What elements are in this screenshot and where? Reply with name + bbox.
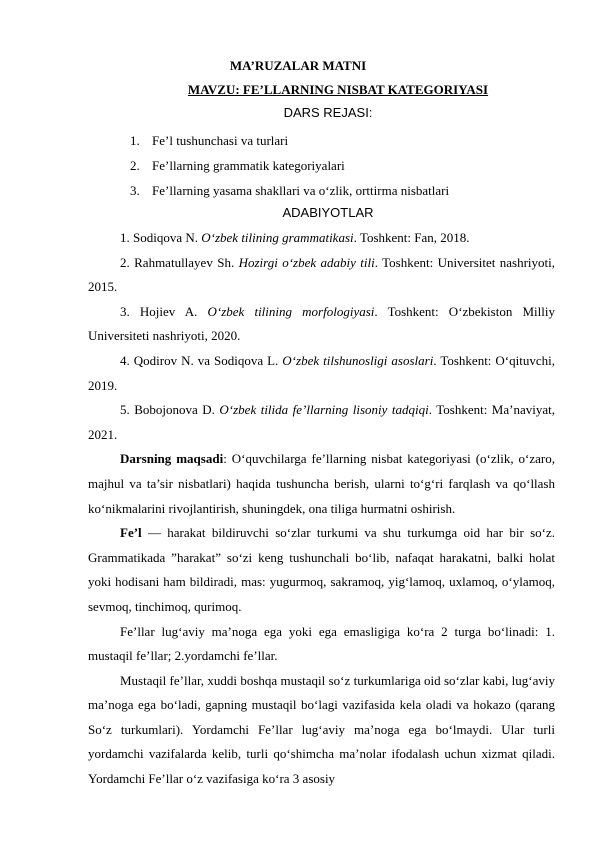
body-text [88,226,555,792]
literature-heading: ADABIYOTLAR [282,205,374,220]
literature-title: Hozirgi o‘zbek adabiy tili [238,254,375,270]
plan-item-number: 2. [130,158,140,173]
plan-item [130,178,449,203]
literature-publisher: . Toshkent: O‘zbekiston Milliy Universiteti nashriyoti, 2020. [88,303,555,344]
literature-publisher: . Toshkent: Universitet nashriyoti, 2015. [88,254,555,295]
goal-paragraph [88,447,555,521]
verb-definition-paragraph [88,521,555,619]
goal-label: Darsning maqsadi [120,451,224,467]
literature-publisher: . Toshkent: Ma’naviyat, 2021. [88,402,555,442]
literature-publisher: . Toshkent: Fan, 2018. [353,230,470,245]
literature-author: 1. Sodiqova N. [120,230,202,245]
plan-item-text: Fe’llarning yasama shakllari va o‘zlik, orttirma nisbatlari [152,183,450,198]
literature-author: 5. Bobojonova D. [120,402,220,418]
literature-title: O‘zbek tilining grammatikasi [201,230,354,245]
plan-item [130,128,449,153]
verb-text: — harakat bildiruvchi so‘zlar turkumi va shu turkumga oid har bir so‘z. Grammatikada ”harakat” so‘zi keng tushunchali bo‘lib, nafaqat harakatni, balki holat yoki hodisani ham bildiradi, mas: yugurmoq, sakramoq, yig‘lamoq, uxlamoq, o‘ylamoq, sevmoq, tinchimoq, qurimoq. [88,525,555,614]
plan-heading: DARS REJASI: [283,105,373,120]
literature-title: O‘zbek tilida fe’llarning lisoniy tadqiqi [219,402,429,418]
paragraph: Fe’llar lug‘aviy ma’noga ega yoki ega emasligiga ko‘ra 2 turga bo‘linadi: 1. mustaqil fe’llar; 2.yordamchi fe’llar. [88,623,555,664]
literature-entry [88,300,555,349]
goal-text: : O‘quvchilarga fe’llarning nisbat kategoriyasi (o‘zlik, o‘zaro, majhul va ta’sir nisbatlari) haqida tushuncha berish, ularni to‘g‘ri farqlash va qo‘llash ko‘nikmalarini rivojlantirish, shuningdek, ona tiliga hurmatni oshirish. [88,451,556,516]
literature-author: 4. Qodirov N. va Sodiqova L. [120,352,283,368]
literature-title: O‘zbek tilining morfologiyasi [207,303,375,319]
literature-publisher: . Toshkent: O‘qituvchi, 2019. [88,352,555,393]
topic-heading: MAVZU: FE’LLARNING NISBAT KATEGORIYASI [187,82,489,97]
document-title: MA’RUZALAR MATNI [229,58,367,73]
plan-item-text: Fe’l tushunchasi va turlari [152,133,289,148]
paragraph: Mustaqil fe’llar, xuddi boshqa mustaqil so‘z turkumlariga oid so‘zlar kabi, lug‘aviy ma’noga ega bo‘ladi, gapning mustaqil bo‘lagi vazifasida kela oladi va hokazo (qarang So‘z turkumlari). Yordamchi Fe’llar lug‘aviy ma’noga ega bo‘lmaydi. Ular turli yordamchi vazifalarda kelib, turli qo‘shimcha ma’nolar ifodalash uchun xizmat qiladi. Yordamchi Fe’llar o‘z vazifasiga ko‘ra 3 asosiy [88,672,555,787]
literature-author: 2. Rahmatullayev Sh. [120,254,239,270]
plan-item-number: 3. [130,183,140,198]
plan-item [130,153,449,178]
plan-item-text: Fe’llarning grammatik kategoriyalari [152,158,345,173]
literature-entry [88,251,555,300]
verb-label: Fe’l [120,525,142,541]
literature-entry [88,226,555,251]
literature-title: O‘zbek tilshunosligi asoslari [282,352,434,368]
literature-author: 3. Hojiev A. [120,303,208,319]
literature-entry [88,349,555,398]
plan-item-number: 1. [130,133,140,148]
lesson-plan-list [130,128,449,203]
literature-entry [88,398,555,447]
